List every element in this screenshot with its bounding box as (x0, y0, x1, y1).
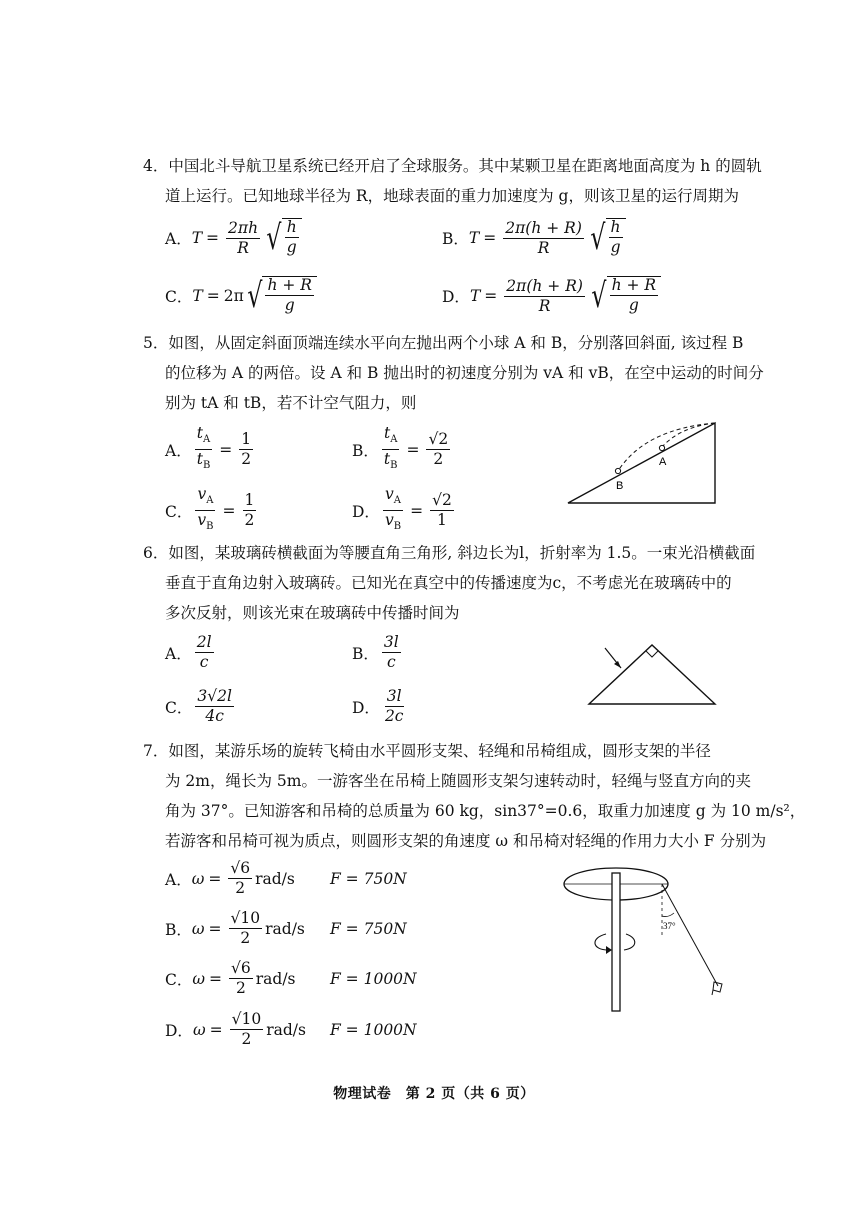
q6-option-b[interactable]: B． $\frac{3l}{c}$ (352, 633, 399, 671)
q5-incline-figure (560, 415, 730, 515)
q7-option-a[interactable]: A． ω = $\frac{√6}{2}$ rad/s F = 750N (165, 859, 407, 897)
q4-option-a[interactable]: A． T = $\frac{2\pi h}{R}$ √ $\frac{h}{g}$ (165, 218, 302, 258)
q7-force-c: F = 1000N (330, 969, 417, 988)
q4-option-d[interactable]: D． T = $\frac{2\pi(h + R)}{R}$ √ $\frac{h + R}{g}$ (442, 276, 661, 316)
q4-line1: 4．中国北斗导航卫星系统已经开启了全球服务。其中某颗卫星在距离地面高度为 h 的圆轨 (143, 157, 762, 175)
q7-force-a: F = 750N (330, 869, 407, 888)
q5-line2: 的位移为 A 的两倍。设 A 和 B 抛出时的初速度分别为 vA 和 vB，在空中运动的时间分 (165, 364, 764, 382)
q5-line3: 别为 tA 和 tB，若不计空气阻力，则 (165, 394, 417, 412)
q4-line2: 道上运行。已知地球半径为 R，地球表面的重力加速度为 g，则该卫星的运行周期为 (165, 187, 739, 205)
q7-force-d: F = 1000N (330, 1020, 417, 1039)
q5-option-b[interactable]: B． $\frac{t_A}{t_B}$ = $\frac{√2}{2}$ (352, 424, 449, 472)
q5-option-d[interactable]: D． $\frac{v_A}{v_B}$ = $\frac{√2}{1}$ (352, 485, 452, 533)
q6-line2: 垂直于直角边射入玻璃砖。已知光在真空中的传播速度为c，不考虑光在玻璃砖中的 (165, 574, 732, 592)
q7-fig-angle: 37° (663, 921, 676, 931)
q7-line3: 角为 37°。已知游客和吊椅的总质量为 60 kg，sin37°=0.6，取重力加速度 g 为 10 m/s²， (165, 802, 806, 820)
q7-line4: 若游客和吊椅可视为质点，则圆形支架的角速度 ω 和吊椅对轻绳的作用力大小 F 分别为 (165, 832, 767, 850)
q4-option-b[interactable]: B． T = $\frac{2\pi(h + R)}{R}$ √ $\frac{h}{g}$ (442, 218, 626, 258)
q7-force-b: F = 750N (330, 919, 407, 938)
q6-option-c[interactable]: C． $\frac{3√2l}{4c}$ (165, 687, 232, 725)
q5-fig-label-b: B (616, 480, 624, 492)
q5-line1: 5．如图，从固定斜面顶端连续水平向左抛出两个小球 A 和 B，分别落回斜面, 该过程 B (143, 334, 744, 352)
q7-option-c[interactable]: C． ω = $\frac{√6}{2}$ rad/s F = 1000N (165, 959, 417, 997)
q5-option-a[interactable]: A． $\frac{t_A}{t_B}$ = $\frac{1}{2}$ (165, 424, 252, 472)
q6-option-a[interactable]: A． $\frac{2l}{c}$ (165, 633, 212, 671)
q7-swing-figure (562, 858, 732, 1018)
q5-option-c[interactable]: C． $\frac{v_A}{v_B}$ = $\frac{1}{2}$ (165, 485, 255, 533)
q7-option-b[interactable]: B． ω = $\frac{√10}{2}$ rad/s F = 750N (165, 909, 407, 947)
q6-line1: 6．如图，某玻璃砖横截面为等腰直角三角形, 斜边长为l，折射率为 1.5。一束光沿横截面 (143, 544, 756, 562)
q7-line1: 7．如图，某游乐场的旋转飞椅由水平圆形支架、轻绳和吊椅组成，圆形支架的半径 (143, 742, 711, 760)
page-footer: 物理试卷 第 2 页（共 6 页） (333, 1086, 535, 1102)
q7-option-d[interactable]: D． ω = $\frac{√10}{2}$ rad/s F = 1000N (165, 1010, 417, 1048)
q6-option-d[interactable]: D． $\frac{3l}{2c}$ (352, 687, 404, 725)
q6-prism-figure (585, 640, 725, 710)
q6-line3: 多次反射，则该光束在玻璃砖中传播时间为 (165, 604, 460, 622)
q5-fig-label-a: A (659, 456, 667, 468)
q4-option-c[interactable]: C． T = 2π √ $\frac{h + R}{g}$ (165, 276, 317, 316)
q7-line2: 为 2m，绳长为 5m。一游客坐在吊椅上随圆形支架匀速转动时，轻绳与竖直方向的夹 (165, 772, 751, 790)
